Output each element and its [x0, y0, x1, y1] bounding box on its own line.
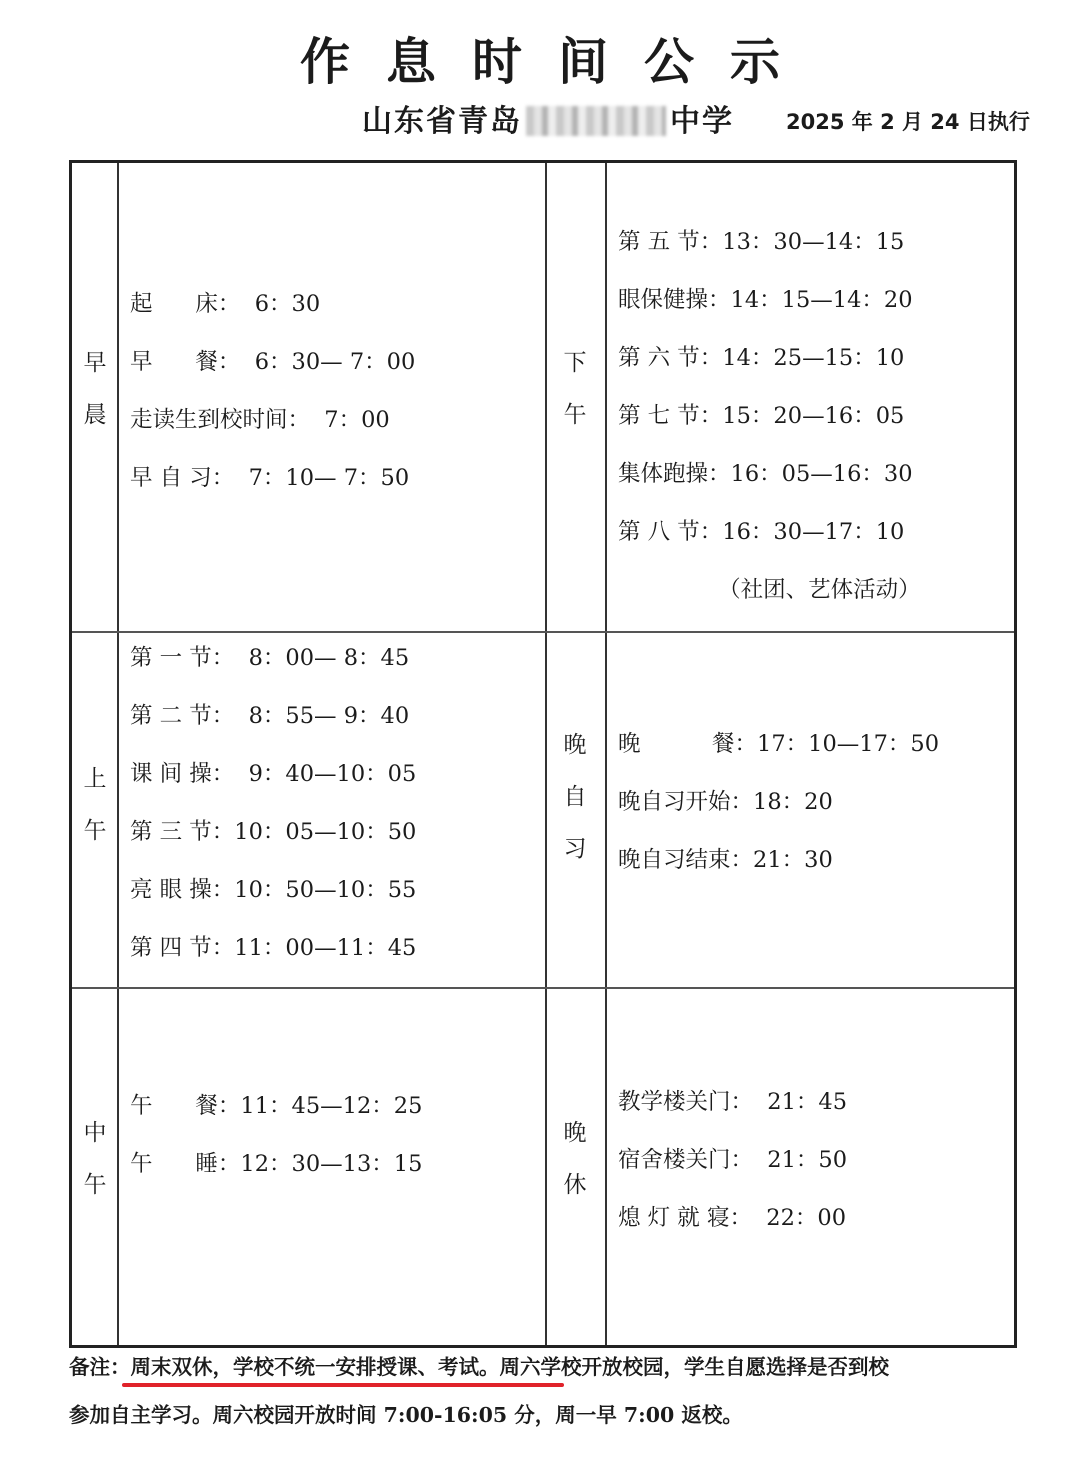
list-item: 晚 餐：17：10—17：50 [618, 731, 940, 757]
list-item: 走读生到校时间： 7：00 [130, 407, 390, 433]
noon-entries [130, 1077, 422, 1193]
list-item: 亮 眼 操：10：50—10：55 [130, 877, 417, 903]
list-item: 熄 灯 就 寝： 22：00 [618, 1205, 847, 1231]
list-item: 第 三 节：10：05—10：50 [130, 819, 417, 845]
remark-line-2: 参加自主学习。周六校园开放时间 7:00-16:05 分，周一早 7:00 返校。 [69, 1403, 743, 1427]
left-label-divider [117, 163, 119, 1345]
night-entries [618, 1073, 847, 1247]
list-item: 午 餐：11：45—12：25 [130, 1093, 423, 1119]
center-divider [545, 163, 547, 1345]
label-night: 晚 休 [563, 1120, 587, 1198]
schedule-table [69, 160, 1017, 1348]
list-item: 晚自习结束：21：30 [618, 847, 833, 873]
morning-entries [130, 275, 415, 507]
list-item: 第 二 节： 8：55— 9：40 [130, 703, 410, 729]
list-item: 起 床： 6：30 [130, 291, 321, 317]
list-item: 早 自 习： 7：10— 7：50 [130, 465, 410, 491]
list-item: 早 餐： 6：30— 7：00 [130, 349, 416, 375]
label-evening-study: 晚 自 习 [563, 732, 587, 862]
list-item: 第 八 节：16：30—17：10 [618, 519, 905, 545]
list-item: 午 睡：12：30—13：15 [130, 1151, 423, 1177]
page-title: 作息时间公示 [300, 33, 816, 91]
label-forenoon: 上 午 [83, 766, 107, 844]
remark-line-1: 备注：周末双休，学校不统一安排授课、考试。周六学校开放校园，学生自愿选择是否到校 [69, 1355, 889, 1379]
evening-study-entries [618, 715, 939, 889]
effective-date: 2025 年 2 月 24 日执行 [786, 110, 1030, 134]
list-item: 集体跑操：16：05—16：30 [618, 461, 913, 487]
list-item: 课 间 操： 9：40—10：05 [130, 761, 417, 787]
school-name [362, 96, 734, 140]
list-item: 教学楼关门： 21：45 [618, 1089, 848, 1115]
forenoon-entries [130, 629, 416, 977]
list-item: 宿舍楼关门： 21：50 [618, 1147, 848, 1173]
list-item: 第 一 节： 8：00— 8：45 [130, 645, 410, 671]
list-item: 第 四 节：11：00—11：45 [130, 935, 417, 961]
right-label-divider [605, 163, 607, 1345]
highlight-underline [122, 1383, 564, 1387]
list-item: 晚自习开始：18：20 [618, 789, 833, 815]
list-item: 第 七 节：15：20—16：05 [618, 403, 905, 429]
redacted-name-mark [526, 106, 666, 136]
afternoon-entries [618, 213, 921, 619]
school-suffix: 中学 [670, 104, 734, 139]
list-item: （社团、艺体活动） [618, 577, 921, 603]
list-item: 第 六 节：14：25—15：10 [618, 345, 905, 371]
label-morning: 早 晨 [83, 350, 107, 428]
row-divider-2 [72, 987, 1014, 989]
list-item: 眼保健操：14：15—14：20 [618, 287, 913, 313]
label-afternoon: 下 午 [563, 350, 587, 428]
label-noon: 中 午 [83, 1120, 107, 1198]
list-item: 第 五 节：13：30—14：15 [618, 229, 905, 255]
school-prefix: 山东省青岛 [362, 104, 522, 139]
